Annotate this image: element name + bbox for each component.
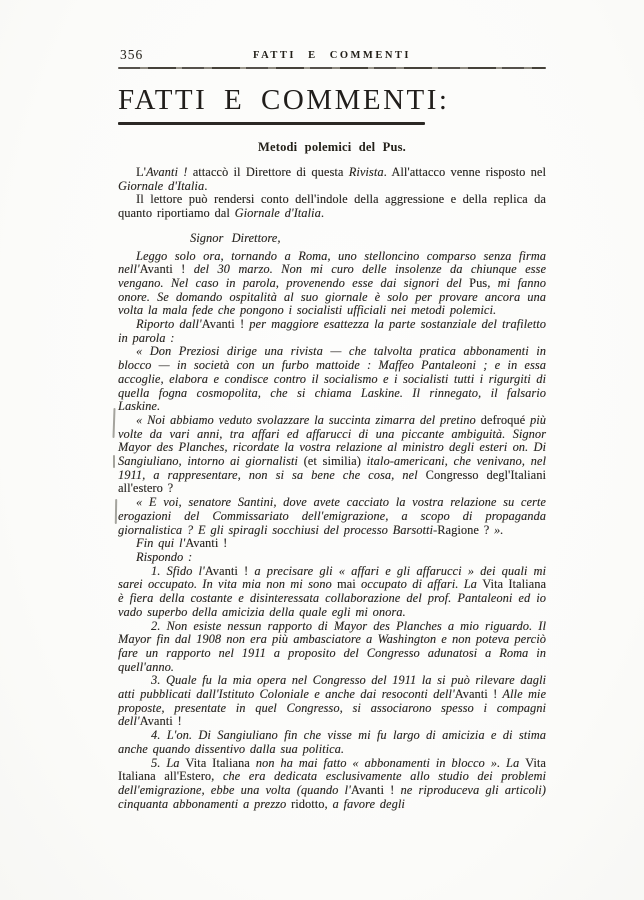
- page-content: [118, 44, 546, 811]
- paragraph: [118, 729, 546, 756]
- margin-pen-mark: [113, 455, 115, 468]
- text-run: a precisare gli « affari e gli affarucci » dei quali mi sarei occupato. In vita mia non mi sono: [118, 563, 547, 592]
- paragraph: [118, 551, 546, 565]
- text-run: non ha mai fatto « abbonamenti in blocco ». La: [249, 755, 526, 770]
- text-run: Avanti !: [204, 563, 249, 578]
- text-run: occupato di affari. La: [355, 577, 483, 592]
- text-run: Vita Italiana all'Estero,: [118, 755, 546, 784]
- text-run: 1. Sfido l': [151, 563, 205, 578]
- text-run: 4. L'on. Di Sangiuliano fin che visse mi fu largo di amicizia e di stima anche quando dissentivo dalla sua politica.: [118, 728, 546, 756]
- margin-pen-mark: [115, 499, 117, 524]
- text-run: Leggo solo ora, tornando a Roma, uno stelloncino comparso senza firma nell': [118, 248, 546, 277]
- paragraph: [118, 345, 546, 414]
- text-run: Vita Italiana: [185, 755, 250, 770]
- text-run: 2. Non esiste nessun rapporto di Mayor des Planches a mio riguardo. Il Mayor fin dal 1908 non era più ambasciatore a Washington e non poteva perciò fare un rapporto nel 1911 a proposito del Congresso adunatosi a Roma in quell'anno.: [118, 618, 546, 674]
- text-run: Ragione ?: [437, 522, 490, 537]
- text-run: Rispondo :: [136, 549, 193, 564]
- text-run: Alle mie proposte, presentate in quel Congresso, si associarono spesso i compagni dell': [118, 687, 547, 729]
- text-run: Vita Italiana: [482, 577, 547, 592]
- text-run: Fin qui l': [136, 536, 186, 551]
- text-run: Giornale d'Italia: [234, 206, 321, 221]
- text-run: Rivista: [348, 165, 384, 179]
- text-run: Avanti !: [139, 262, 186, 277]
- section-heading: Metodi polemici del Pus.: [257, 140, 407, 154]
- text-run: 5. La: [151, 755, 186, 770]
- text-run: è fiera della costante e disinteressata collaborazione del prof. Pantaleoni ed io vado superbo della amicizia della quale egli mi onora.: [118, 591, 546, 619]
- page-title: FATTI E COMMENTI:: [118, 84, 450, 116]
- text-run: Avanti !: [145, 165, 188, 179]
- text-run: Riporto dall': [136, 317, 202, 332]
- text-run: per maggiore esattezza la parte sostanziale del trafiletto in parola :: [118, 317, 546, 345]
- text-run: mai: [337, 577, 356, 592]
- running-head: FATTI E COMMENTI: [252, 50, 412, 61]
- text-run: defroqué: [480, 412, 526, 427]
- text-run: . All'attacco venne risposto nel: [383, 165, 546, 179]
- text-run: « Don Preziosi dirige una rivista — che talvolta pratica abbonamenti in blocco — in società con un furbo mattoide : Maffeo Pantaleoni ; e in essa accoglie, elabora e condisce contro il socialismo e i socialisti tutti i rigurgiti di quella fogna cosmopolita, che si chiama Laskine. Il rinnegato, il falsario Laskine.: [118, 344, 546, 414]
- text-run: « E voi, senatore Santini, dove avete cacciato la vostra relazione su certe erogazioni del Commissariato dell'emigrazione, a scopo di propaganda giornalistica ? E gli spiragli socchiusi del processo Barsotti-: [118, 495, 546, 537]
- text-run: Avanti !: [350, 782, 395, 797]
- text-run: a favore degli: [327, 796, 405, 811]
- text-run: ridotto,: [291, 796, 328, 811]
- paragraph: [118, 166, 546, 193]
- letter-salutation: [190, 232, 546, 246]
- paragraph: [118, 757, 546, 812]
- text-run: che era dedicata esclusivamente allo studio dei problemi dell'emigrazione, ebbe una volta (quando l': [118, 769, 546, 797]
- text-run: del 30 marzo. Non mi curo delle insolenze da chiunque esse vengano. Nel caso in parola, provenendo esse dai signori del: [118, 262, 547, 290]
- paragraph: [118, 250, 546, 319]
- margin-pen-mark: [112, 408, 115, 438]
- text-run: , mi fanno onore. Se domando ospitalità al suo giornale è solo per provare ancora una volta la mala fede che pongono i socialisti ufficiali nei metodi polemici.: [118, 275, 546, 318]
- text-run: .: [320, 206, 325, 221]
- text-run: Il lettore può rendersi conto dell'indole della aggressione e della replica da quanto riportiamo dal: [118, 192, 546, 221]
- text-run: ne riproduceva gli articoli) cinquanta abbonamenti a prezzo: [118, 782, 546, 811]
- paragraph: [118, 674, 546, 729]
- text-run: L': [136, 165, 146, 179]
- text-run: Signor Direttore,: [190, 230, 281, 245]
- body-text: [118, 166, 546, 811]
- text-run: più volte da vari anni, tra affari ed affarucci di una piccante ambiguità. Signor Mayor des Planches, ricordate la vostra relazione al ministro degli esteri on. Di Sangiuliano, intorno ai giornalisti: [118, 412, 546, 469]
- paragraph: [118, 496, 546, 537]
- title-underline: [118, 122, 425, 125]
- text-run: (et similia): [303, 454, 361, 469]
- text-run: 3. Quale fu la mia opera nel Congresso del 1911 la si può rilevare dagli atti pubblicati dall'Istituto Coloniale e anche dai resoconti dell': [118, 673, 546, 702]
- text-run: Avanti !: [454, 687, 498, 702]
- text-run: ».: [489, 522, 504, 537]
- text-run: Giornale d'Italia: [118, 178, 205, 193]
- text-run: .: [204, 178, 208, 193]
- text-run: attaccò il Direttore di questa: [187, 165, 349, 179]
- paragraph: [118, 318, 546, 345]
- paragraph: [118, 414, 546, 496]
- paragraph: [118, 193, 546, 220]
- header-rule: [118, 67, 546, 69]
- page-header: [118, 44, 546, 65]
- text-run: Pus: [469, 275, 488, 290]
- paragraph: [118, 565, 546, 620]
- text-run: « Noi abbiamo veduto svolazzare la succinta zimarra del pretino: [136, 412, 481, 427]
- text-run: Avanti !: [139, 714, 182, 729]
- text-run: Congresso degl'Italiani all'estero ?: [118, 467, 546, 496]
- text-run: Avanti !: [201, 317, 245, 332]
- paragraph: [118, 620, 546, 675]
- page-number: 356: [120, 47, 144, 62]
- text-run: Avanti !: [185, 536, 228, 551]
- paragraph: [118, 537, 546, 551]
- text-run: italo-americani, che venivano, nel 1911, a rappresentare, non si sa bene che cosa, nel: [118, 454, 546, 482]
